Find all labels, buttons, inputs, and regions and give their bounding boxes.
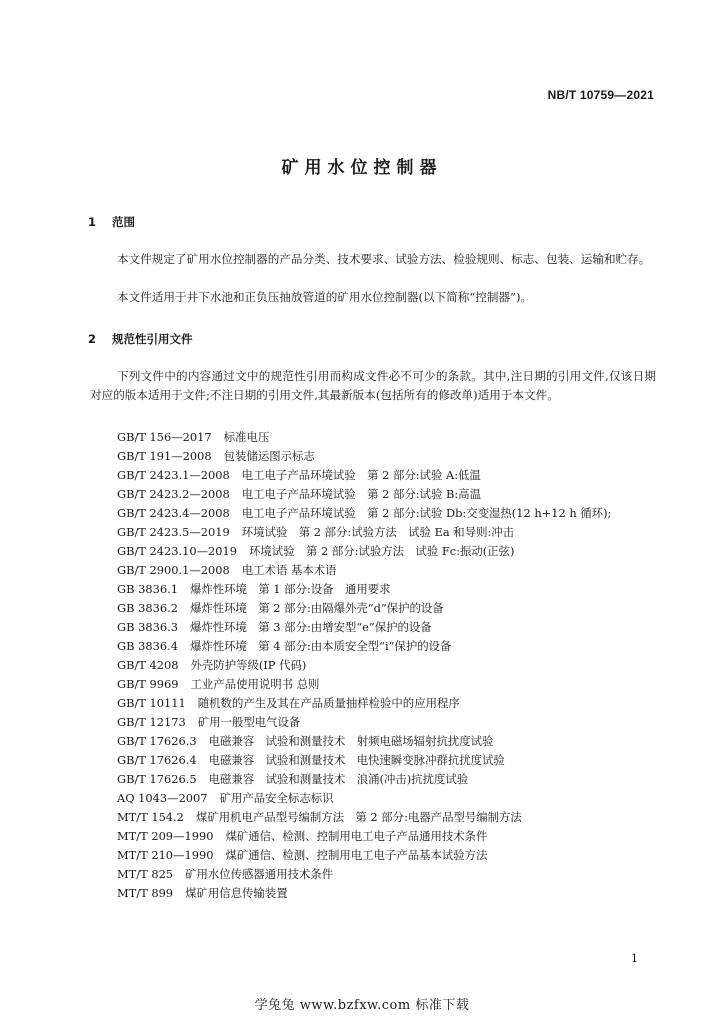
reference-title: 电工电子产品环境试验 第 2 部分:试验 A:低温 xyxy=(241,468,481,482)
paragraph: 本文件规定了矿用水位控制器的产品分类、技术要求、试验方法、检验规则、标志、包装、运输和贮存。 xyxy=(117,252,651,266)
reference-item xyxy=(117,542,611,561)
reference-code: MT/T 825 xyxy=(117,867,174,881)
reference-title: 煤矿用信息传输装置 xyxy=(185,886,288,900)
paragraph: 本文件适用于井下水池和正负压抽放管道的矿用水位控制器(以下简称“控制器”)。 xyxy=(117,290,533,304)
section-title: 范围 xyxy=(112,215,135,229)
reference-item xyxy=(117,751,611,770)
reference-item xyxy=(117,504,611,523)
reference-title: 外壳防护等级(IP 代码) xyxy=(190,658,307,672)
reference-code: MT/T 210—1990 xyxy=(117,848,214,862)
reference-code: GB/T 4208 xyxy=(117,658,179,672)
reference-title: 随机数的产生及其在产品质量抽样检验中的应用程序 xyxy=(197,696,460,710)
reference-item xyxy=(117,447,611,466)
reference-code: GB/T 2423.1—2008 xyxy=(117,468,230,482)
reference-code: GB/T 2423.10—2019 xyxy=(117,544,238,558)
reference-code: MT/T 209—1990 xyxy=(117,829,214,843)
section-number: 2 xyxy=(88,332,97,346)
reference-code: GB 3836.1 xyxy=(117,582,178,596)
reference-title: 爆炸性环境 第 1 部分:设备 通用要求 xyxy=(189,582,391,596)
reference-code: GB/T 9969 xyxy=(117,677,179,691)
reference-title: 矿用一般型电气设备 xyxy=(197,715,301,729)
standard-code: NB/T 10759—2021 xyxy=(547,88,654,102)
section-heading-normative-references xyxy=(88,331,193,347)
reference-title: 电磁兼容 试验和测量技术 浪涌(冲击)抗扰度试验 xyxy=(208,772,469,786)
document-title: 矿用水位控制器 xyxy=(281,158,443,178)
reference-title: 标准电压 xyxy=(223,430,270,444)
reference-code: GB 3836.3 xyxy=(117,620,178,634)
reference-title: 煤矿通信、检测、控制用电工电子产品通用技术条件 xyxy=(225,829,488,843)
reference-title: 矿用水位传感器通用技术条件 xyxy=(185,867,334,881)
reference-item xyxy=(117,827,611,846)
reference-code: GB 3836.2 xyxy=(117,601,178,615)
reference-code: GB/T 17626.3 xyxy=(117,734,197,748)
watermark: 学兔兔 www.bzfxw.com 标准下载 xyxy=(254,998,470,1013)
reference-item xyxy=(117,675,611,694)
reference-code: GB/T 2423.4—2008 xyxy=(117,506,230,520)
reference-item xyxy=(117,637,611,656)
reference-code: MT/T 899 xyxy=(117,886,174,900)
section-heading-scope xyxy=(88,214,135,230)
reference-title: 矿用产品安全标志标识 xyxy=(219,791,334,805)
reference-item xyxy=(117,846,611,865)
reference-list xyxy=(117,428,611,903)
reference-code: GB/T 17626.5 xyxy=(117,772,197,786)
reference-title: 爆炸性环境 第 2 部分:由隔爆外壳“d”保护的设备 xyxy=(189,601,444,615)
reference-code: GB/T 10111 xyxy=(117,696,186,710)
reference-code: GB/T 2423.5—2019 xyxy=(117,525,230,539)
reference-title: 爆炸性环境 第 4 部分:由本质安全型“i”保护的设备 xyxy=(189,639,452,653)
reference-title: 环境试验 第 2 部分:试验方法 试验 Ea 和导则:冲击 xyxy=(241,525,515,539)
reference-title: 电工术语 基本术语 xyxy=(241,563,337,577)
reference-code: AQ 1043—2007 xyxy=(117,791,208,805)
reference-item xyxy=(117,713,611,732)
reference-item xyxy=(117,599,611,618)
reference-title: 电工电子产品环境试验 第 2 部分:试验 B:高温 xyxy=(241,487,481,501)
reference-item xyxy=(117,523,611,542)
reference-code: GB/T 191—2008 xyxy=(117,449,212,463)
reference-item xyxy=(117,428,611,447)
reference-title: 煤矿通信、检测、控制用电工电子产品基本试验方法 xyxy=(225,848,488,862)
reference-code: GB/T 12173 xyxy=(117,715,186,729)
section-title: 规范性引用文件 xyxy=(112,332,193,346)
reference-item xyxy=(117,694,611,713)
reference-title: 环境试验 第 2 部分:试验方法 试验 Fc:振动(正弦) xyxy=(249,544,515,558)
reference-item xyxy=(117,865,611,884)
reference-item xyxy=(117,884,611,903)
reference-item xyxy=(117,580,611,599)
reference-title: 包装储运图示标志 xyxy=(223,449,315,463)
reference-code: GB/T 2423.2—2008 xyxy=(117,487,230,501)
reference-item xyxy=(117,770,611,789)
reference-title: 电磁兼容 试验和测量技术 电快速瞬变脉冲群抗扰度试验 xyxy=(208,753,505,767)
reference-item xyxy=(117,732,611,751)
reference-title: 电磁兼容 试验和测量技术 射频电磁场辐射抗扰度试验 xyxy=(208,734,494,748)
reference-title: 电工电子产品环境试验 第 2 部分:试验 Db:交变湿热(12 h+12 h 循环); xyxy=(241,506,612,520)
reference-code: MT/T 154.2 xyxy=(117,810,184,824)
reference-item xyxy=(117,808,611,827)
reference-code: GB 3836.4 xyxy=(117,639,178,653)
paragraph: 下列文件中的内容通过文中的规范性引用而构成文件必不可少的条款。其中,注日期的引用文件,仅该日期对应的版本适用于文件;不注日期的引用文件,其最新版本(包括所有的修改单)适用于本文件。 xyxy=(90,369,656,402)
reference-title: 工业产品使用说明书 总则 xyxy=(190,677,320,691)
reference-item xyxy=(117,485,611,504)
reference-item xyxy=(117,789,611,808)
section-number: 1 xyxy=(88,215,97,229)
reference-code: GB/T 2900.1—2008 xyxy=(117,563,230,577)
reference-title: 煤矿用机电产品型号编制方法 第 2 部分:电器产品型号编制方法 xyxy=(195,810,522,824)
reference-item xyxy=(117,466,611,485)
reference-code: GB/T 156—2017 xyxy=(117,430,212,444)
page-number: 1 xyxy=(631,952,638,965)
reference-item xyxy=(117,618,611,637)
reference-item xyxy=(117,561,611,580)
reference-item xyxy=(117,656,611,675)
reference-code: GB/T 17626.4 xyxy=(117,753,197,767)
reference-title: 爆炸性环境 第 3 部分:由增安型“e”保护的设备 xyxy=(189,620,432,634)
